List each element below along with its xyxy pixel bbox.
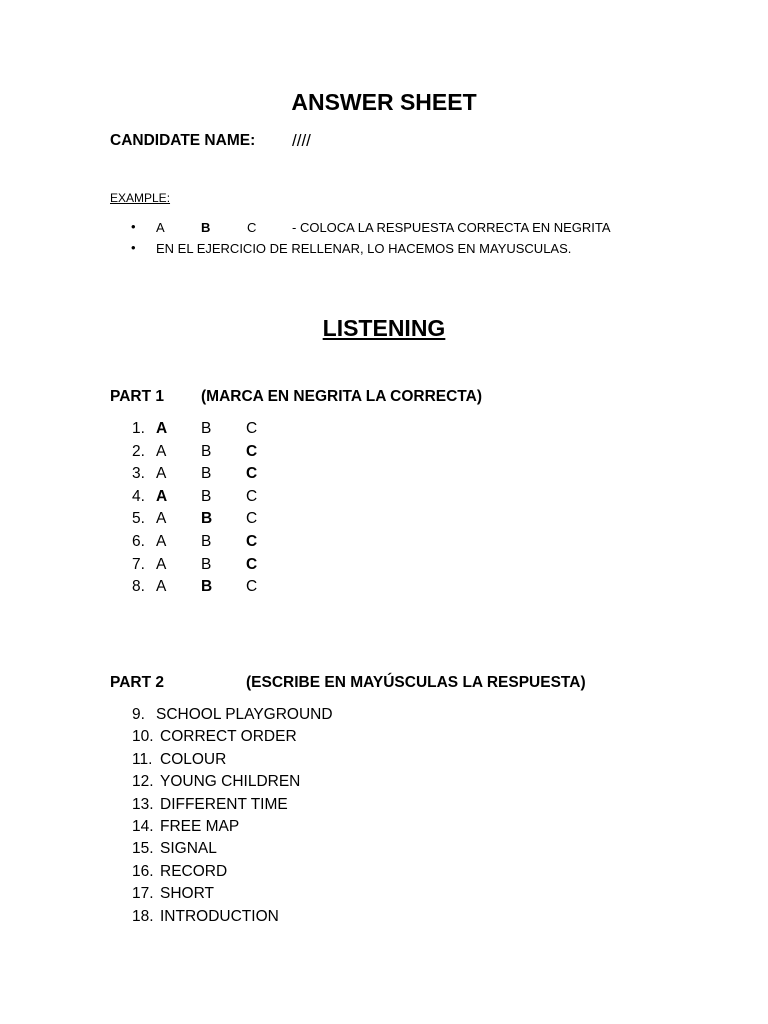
part1-label: PART 1 xyxy=(110,388,164,405)
candidate-name-label: CANDIDATE NAME: xyxy=(110,132,256,149)
option-b: B xyxy=(201,510,213,528)
page-title: ANSWER SHEET xyxy=(291,89,477,115)
answer-text: INTRODUCTION xyxy=(160,907,279,925)
option-c: C xyxy=(246,578,258,596)
answer-text: COLOUR xyxy=(160,750,227,768)
question-number: 3. xyxy=(132,465,145,483)
answer-text: RECORD xyxy=(160,862,228,880)
question-number: 15. xyxy=(132,840,154,858)
option-b: B xyxy=(201,442,212,460)
part2-label: PART 2 xyxy=(110,674,164,691)
option-a: A xyxy=(156,420,168,437)
question-number: 1. xyxy=(132,420,145,437)
candidate-name-value: //// xyxy=(292,131,311,150)
example-instruction: - COLOCA LA RESPUESTA CORRECTA EN NEGRITA xyxy=(292,220,611,235)
listening-heading: LISTENING xyxy=(322,315,446,341)
option-c: C xyxy=(246,420,258,437)
option-c: C xyxy=(246,442,258,460)
option-b: B xyxy=(201,420,212,437)
question-number: 6. xyxy=(132,533,145,550)
bullet-icon: • xyxy=(131,240,136,255)
answer-text: SIGNAL xyxy=(160,840,217,858)
question-number: 16. xyxy=(132,862,154,880)
answer-text: YOUNG CHILDREN xyxy=(160,773,301,791)
part1-instruction: (MARCA EN NEGRITA LA CORRECTA) xyxy=(201,388,482,405)
question-number: 12. xyxy=(132,773,154,791)
answer-text: FREE MAP xyxy=(160,818,240,835)
question-number: 5. xyxy=(132,510,145,528)
option-a: A xyxy=(156,578,167,596)
question-number: 2. xyxy=(132,442,145,460)
option-a: A xyxy=(156,487,168,505)
option-a: A xyxy=(156,533,167,550)
option-c: C xyxy=(246,465,258,483)
bullet-icon: • xyxy=(131,219,136,234)
question-number: 4. xyxy=(132,487,145,505)
example-option-b: B xyxy=(201,220,211,235)
option-c: C xyxy=(246,533,258,550)
example-instruction-2: EN EL EJERCICIO DE RELLENAR, LO HACEMOS EN MAYUSCULAS. xyxy=(156,241,572,256)
example-option-a: A xyxy=(156,220,165,235)
option-b: B xyxy=(201,555,212,573)
example-label: EXAMPLE: xyxy=(110,191,171,205)
answer-text: SHORT xyxy=(160,885,214,903)
answer-text: DIFFERENT TIME xyxy=(160,795,288,813)
option-a: A xyxy=(156,465,167,483)
option-a: A xyxy=(156,555,167,573)
option-b: B xyxy=(201,465,212,483)
answer-text: SCHOOL PLAYGROUND xyxy=(156,706,333,723)
option-b: B xyxy=(201,533,212,550)
option-b: B xyxy=(201,487,212,505)
option-c: C xyxy=(246,487,258,505)
question-number: 7. xyxy=(132,555,145,573)
part2-instruction: (ESCRIBE EN MAYÚSCULAS LA RESPUESTA) xyxy=(246,674,586,691)
option-a: A xyxy=(156,442,167,460)
question-number: 10. xyxy=(132,728,154,746)
question-number: 14. xyxy=(132,818,154,835)
question-number: 18. xyxy=(132,907,154,925)
question-number: 9. xyxy=(132,706,145,723)
question-number: 8. xyxy=(132,578,145,596)
option-a: A xyxy=(156,510,167,528)
question-number: 11. xyxy=(132,750,153,768)
question-number: 13. xyxy=(132,795,154,813)
option-c: C xyxy=(246,555,258,573)
question-number: 17. xyxy=(132,885,154,903)
option-b: B xyxy=(201,578,213,596)
answer-text: CORRECT ORDER xyxy=(160,728,297,746)
example-option-c: C xyxy=(247,220,257,235)
option-c: C xyxy=(246,510,258,528)
